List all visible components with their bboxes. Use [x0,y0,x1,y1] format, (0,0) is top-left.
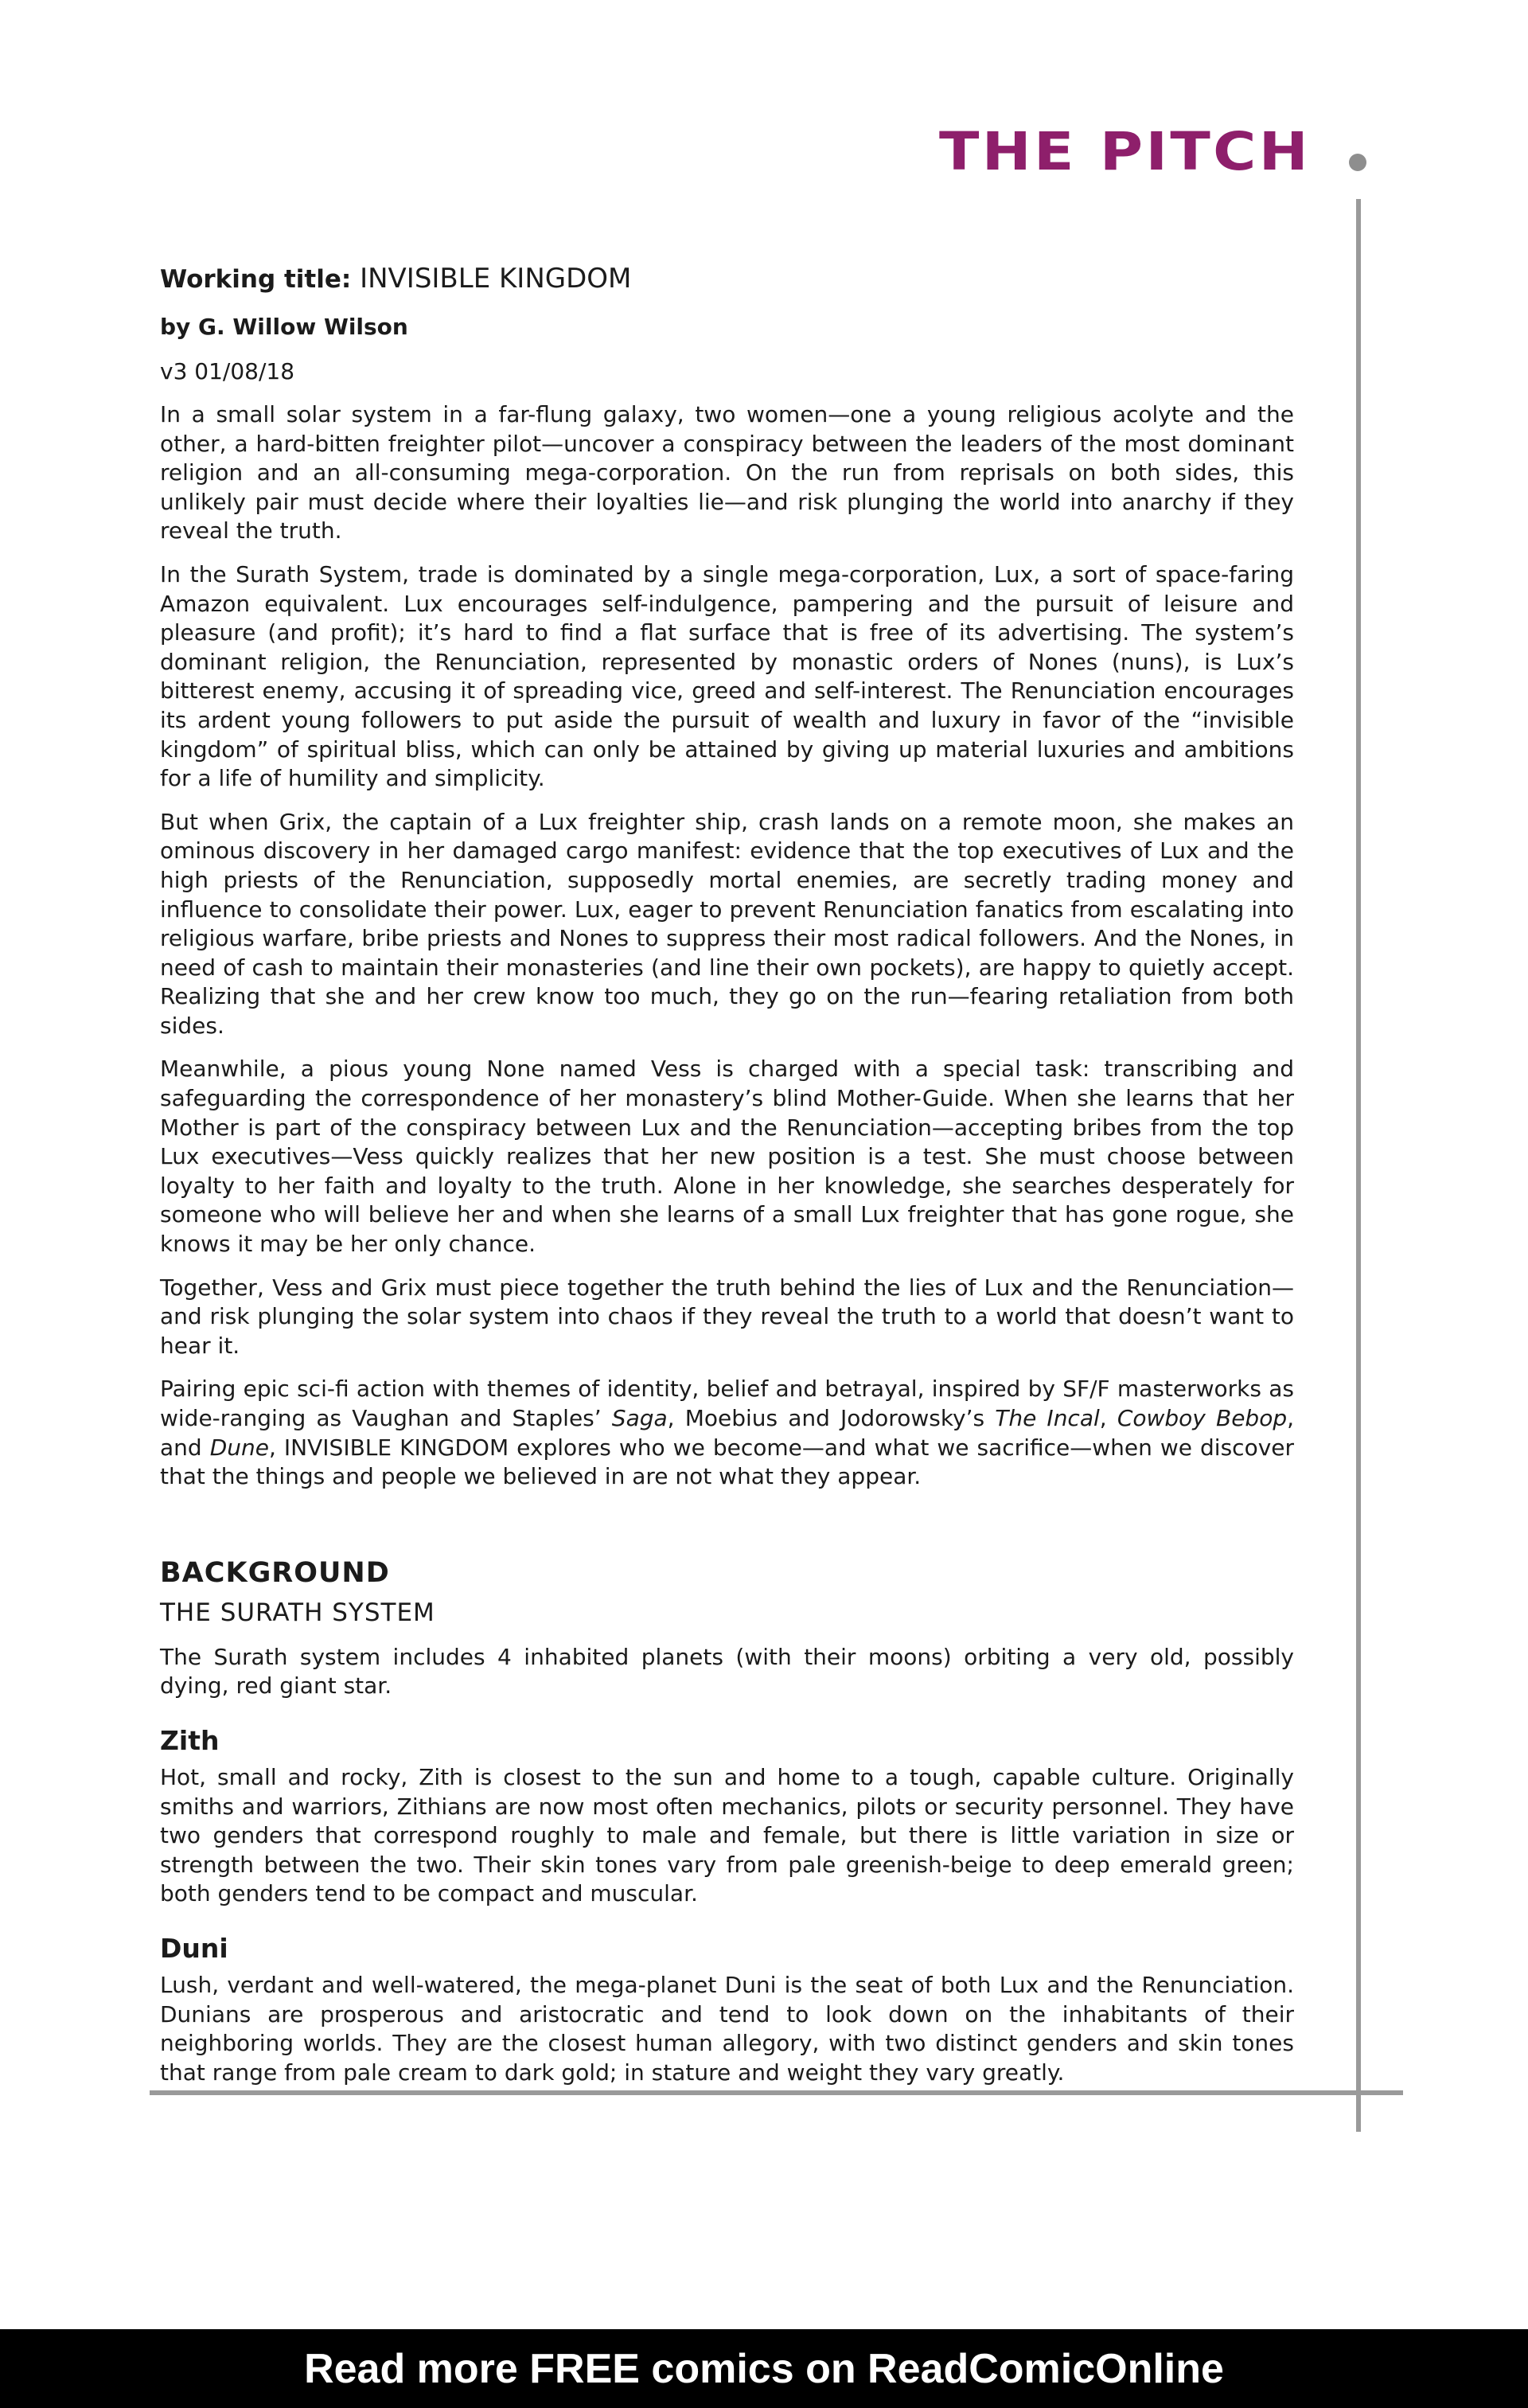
p6-text-a: Pairing epic sci-fi action with themes of identity, belief and betrayal, inspired by SF/F masterworks as wide-ranging as Vaughan and Staples’ [160,1376,1294,1431]
title-cowboy-bebop: Cowboy Bebop [1117,1405,1288,1431]
p6-text-e: , INVISIBLE KINGDOM explores who we become—and what we sacrifice—when we discover that the things and people we believed in are not what they appear. [160,1434,1295,1490]
working-title-label: Working title: [160,265,361,294]
vertical-rule [1356,199,1361,2132]
footer-banner[interactable]: Read more FREE comics on ReadComicOnline [0,2329,1528,2408]
pitch-paragraph-4: Meanwhile, a pious young None named Vess is charged with a special task: transcribing and safeguarding the correspondence of her monastery’s blind Mother-Guide. When she learns that her Mother is part of the conspiracy between Lux and the Renunciation—accepting bribes from the top Lux executives—Vess quickly realizes that her new position is a test. She must choose between loyalty to her faith and loyalty to the truth. Alone in her knowledge, she searches desperately for someone who will believe her and when she learns of a small Lux freighter that has gone rogue, she knows it may be her only chance. [160,1056,1294,1258]
zith-heading: Zith [160,1724,220,1756]
p6-text-b: , Moebius and Jodorowsky’s [667,1405,996,1431]
pitch-paragraph-1: In a small solar system in a far-flung galaxy, two women—one a young religious acolyte and the other, a hard-bitten freighter pilot—uncover a conspiracy between the leaders of the most dominant religion and an all-consuming mega-corporation. On the run from reprisals on both sides, this unlikely pair must decide where their loyalties lie—and risk plunging the world into anarchy if they reveal the truth. [160,401,1294,544]
title-saga: Saga [611,1405,668,1431]
pitch-paragraph-2: In the Surath System, trade is dominated by a single mega-corporation, Lux, a sort of space-faring Amazon equivalent. Lux encourages self-indulgence, pampering and the pursuit of leisure and pleasure (and profit); it’s hard to find a flat surface that is free of its advertising. The system’s dominant religion, the Renunciation, represented by monastic orders of Nones (nuns), is Lux’s bitterest enemy, accusing it of spreading vice, greed and self-interest. The Renunciation encourages its ardent young followers to put aside the pursuit of wealth and luxury in favor of the “invisible kingdom” of spiritual bliss, which can only be attained by giving up material luxuries and ambitions for a life of humility and simplicity. [160,560,1294,792]
surath-intro: The Surath system includes 4 inhabited planets (with their moons) orbiting a very old, possibly dying, red giant star. [160,1643,1294,1700]
pitch-document [160,260,1294,2102]
surath-system-heading: THE SURATH SYSTEM [160,1598,435,1627]
title-incal: The Incal [995,1405,1100,1431]
p6-text-c: , [1099,1405,1117,1431]
duni-heading: Duni [160,1932,228,1964]
p6-text-d: , and [160,1405,1295,1461]
background-heading: BACKGROUND [160,1556,390,1589]
working-title [160,260,1294,299]
author-line: by G. Willow Wilson [160,314,408,340]
pitch-paragraph-3: But when Grix, the captain of a Lux freighter ship, crash lands on a remote moon, she makes an ominous discovery in her damaged cargo manifest: evidence that the top executives of Lux and the high priests of the Renunciation, supposedly mortal enemies, are secretly trading money and influence to consolidate their power. Lux, eager to prevent Renunciation fanatics from escalating into religious warfare, bribe priests and Nones to suppress their most radical followers. And the Nones, in need of cash to maintain their monasteries (and line their own pockets), are happy to quietly accept. Realizing that she and her crew know too much, they go on the run—fearing retaliation from both sides. [160,808,1294,1039]
title-dune: Dune [209,1434,269,1461]
working-title-value: INVISIBLE KINGDOM [360,263,632,295]
page-title: THE PITCH [939,121,1311,182]
pitch-paragraph-5: Together, Vess and Grix must piece together the truth behind the lies of Lux and the Renunciation—and risk plunging the solar system into chaos if they reveal the truth to a world that doesn’t want to hear it. [160,1274,1294,1359]
duni-description: Lush, verdant and well-watered, the mega-planet Duni is the seat of both Lux and the Renunciation. Dunians are prosperous and aristocratic and tend to look down on the inhabitants of their neighboring worlds. They are the closest human allegory, with two distinct genders and skin tones that range from pale cream to dark gold; in stature and weight they vary greatly. [160,1971,1294,2086]
pitch-paragraph-6 [160,1375,1294,1491]
decorative-dot [1349,154,1366,171]
version-line: v3 01/08/18 [160,358,295,384]
zith-description: Hot, small and rocky, Zith is closest to the sun and home to a tough, capable culture. Originally smiths and warriors, Zithians are now most often mechanics, pilots or security personnel. They have two genders that correspond roughly to male and female, but there is little variation in size or strength between the two. Their skin tones vary from pale greenish-beige to deep emerald green; both genders tend to be compact and muscular. [160,1763,1294,1907]
